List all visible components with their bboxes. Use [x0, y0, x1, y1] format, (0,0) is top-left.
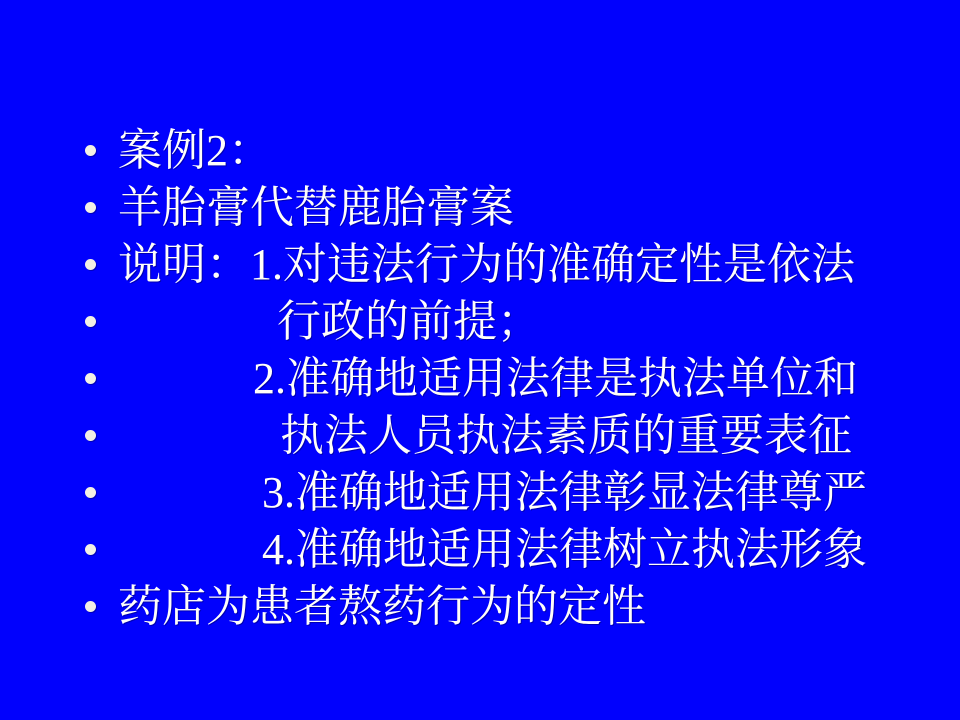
bullet-list-item	[85, 407, 925, 464]
list-item-text: 执法人员执法素质的重要表征	[280, 411, 852, 460]
bullet-icon	[85, 487, 96, 498]
list-item-text: 行政的前提；	[277, 297, 541, 346]
list-item-text: 案例2：	[118, 126, 272, 175]
bullet-list-item	[85, 179, 925, 236]
list-item-text: 说明：1.对违法行为的准确定性是依法	[118, 240, 855, 289]
bullet-list-item	[85, 122, 925, 179]
bullet-icon	[85, 430, 96, 441]
list-item-text: 3.准确地适用法律彰显法律尊严	[262, 468, 867, 517]
bullet-list-item	[85, 236, 925, 293]
bullet-list-item	[85, 464, 925, 521]
bullet-icon	[85, 544, 96, 555]
bullet-icon	[85, 145, 96, 156]
bullet-icon	[85, 259, 96, 270]
list-item-text: 羊胎膏代替鹿胎膏案	[118, 183, 514, 232]
list-item-text: 2.准确地适用法律是执法单位和	[253, 354, 858, 403]
slide-body-text	[85, 122, 925, 635]
bullet-list-item	[85, 578, 925, 635]
bullet-list-item	[85, 350, 925, 407]
bullet-list-item	[85, 521, 925, 578]
bullet-icon	[85, 202, 96, 213]
bullet-icon	[85, 316, 96, 327]
bullet-list-item	[85, 293, 925, 350]
bullet-icon	[85, 373, 96, 384]
bullet-icon	[85, 601, 96, 612]
list-item-text: 4.准确地适用法律树立执法形象	[262, 525, 867, 574]
list-item-text: 药店为患者熬药行为的定性	[118, 582, 646, 631]
